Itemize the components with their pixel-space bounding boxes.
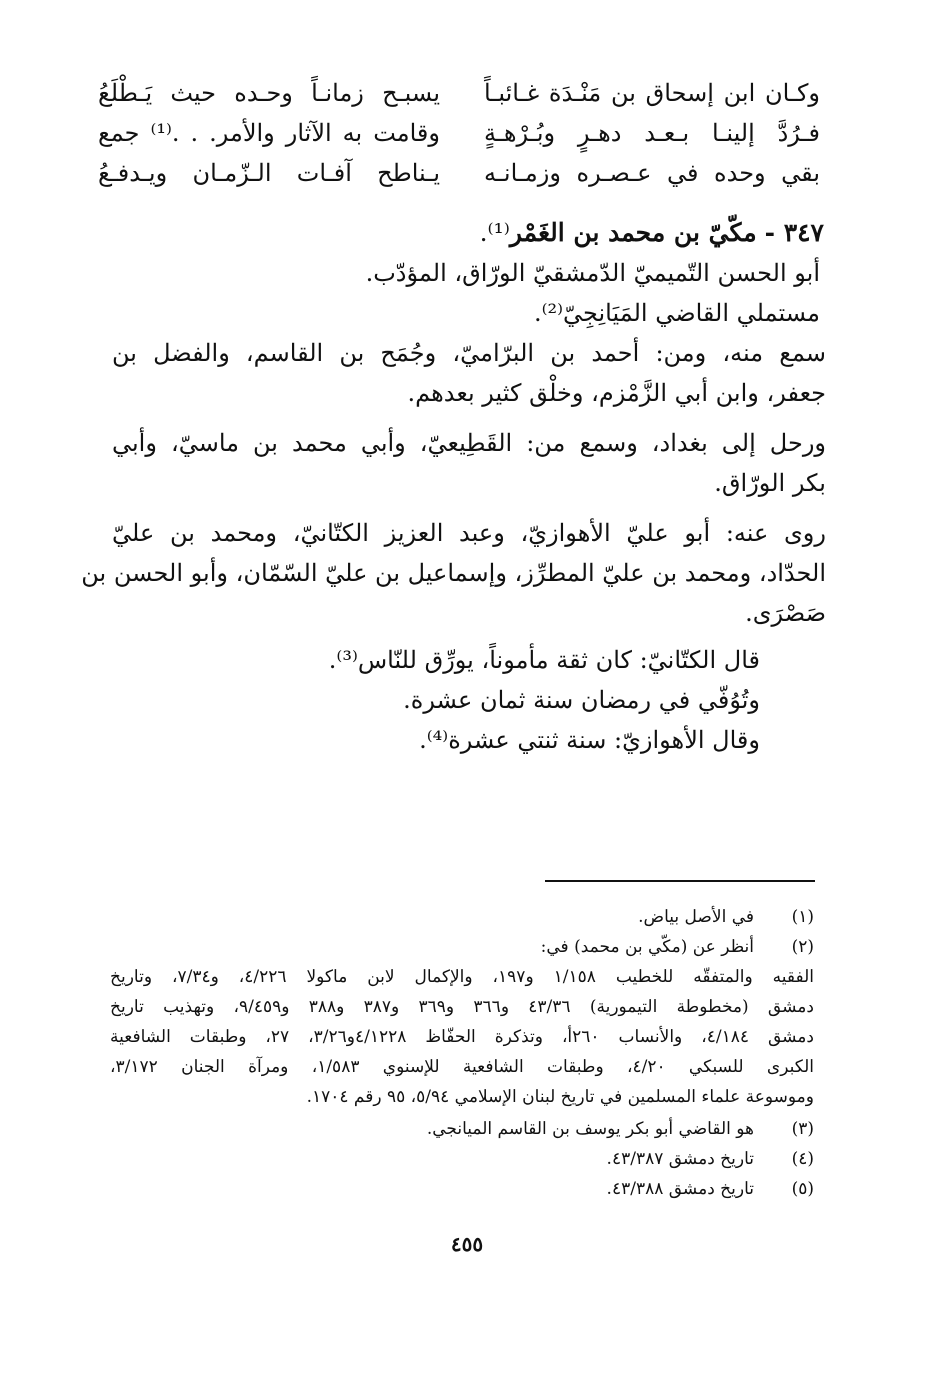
footnote-continuation: الكبرى للسبكي ٤/٢٠، وطبقات الشافعية للإسنوي ١/٥٨٣، ومرآة الجنان ٣/١٧٢، [110, 1057, 814, 1077]
footnote-text: في الأصل بياض. [638, 907, 754, 927]
body-line: قال الكتّانيّ: كان ثقة مأموناً، يورِّق للنّاس⁽³⁾. [328, 646, 760, 674]
poem-hemistich-left: وقامت به الآثار والأمر. . .⁽¹⁾ جمع [98, 119, 440, 147]
footnote-continuation: وموسوعة علماء المسلمين في تاريخ لبنان الإسلامي ٥/٩٤، ٩٥ رقم ١٧٠٤. [306, 1087, 814, 1107]
body-line: الحدّاد، ومحمد بن عليّ المطرِّز، وإسماعيل بن عليّ السّمّان، وأبو الحسن بن [81, 559, 826, 587]
poem-hemistich-right: بقي وحده في عـصـره وزمـانـه [484, 159, 820, 187]
biography-entry [81, 0, 827, 780]
footnote-text: أنظر عن (مكّي بن محمد) في: [540, 937, 754, 957]
poem-hemistich-left: يسبـح زمانـاً وحـده حيث يَـطْلَعُ [98, 79, 440, 107]
footnote-text: تاريخ دمشق ٤٣/٣٨٨. [606, 1179, 754, 1199]
body-line: جعفر، وابن أبي الزَّمْزم، وخلْق كثير بعدهم. [407, 379, 826, 407]
footnote-number: (٢) [791, 937, 814, 957]
body-line: سمع منه، ومن: أحمد بن البرّاميّ، وجُمَح بن القاسم، والفضل بن [112, 339, 827, 367]
poem-hemistich-right: وكـان ابن إسحاق بن مَنْـدَة غـائبـاً [484, 79, 820, 107]
body-line: ورحل إلى بغداد، وسمع من: القَطِيعيّ، وأبي محمد بن ماسيّ، وأبي [112, 429, 826, 457]
footnote-number: (٣) [791, 1119, 814, 1139]
footnotes [110, 904, 814, 1204]
body-line: بكر الورّاق. [714, 469, 826, 497]
body-line: صَصْرَى. [745, 599, 826, 627]
footnote-number: (٥) [791, 1179, 814, 1199]
footnote-continuation: دمشق ٤/١٨٤، والأنساب ٢٦٠أ، وتذكرة الحفّاظ ٤/١٢٢٨و٣/٢٦، ٢٧، وطبقات الشافعية [110, 1027, 814, 1047]
footnote-text: هو القاضي أبو بكر يوسف بن القاسم الميانجي. [426, 1119, 754, 1139]
body-line: مستملي القاضي المَيَانِجِيّ⁽²⁾. [533, 299, 820, 327]
footnote-number: (٤) [791, 1149, 814, 1169]
poem-hemistich-left: يـناطح آفـات الـزّمـان ويـدفـعُ [98, 159, 440, 187]
entry-number: ٣٤٧ - [764, 218, 824, 247]
entry-footnote-ref: ⁽¹⁾. [479, 218, 510, 247]
footnote-continuation: دمشق (مخطوطة التيمورية) ٤٣/٣٦ و٣٦٦ و٣٦٩ و٣٨٧ و٣٨٨ و٩/٤٥٩، وتهذيب تاريخ [110, 997, 814, 1017]
page-number: ٤٥٥ [450, 1232, 484, 1256]
footnote-text: تاريخ دمشق ٤٣/٣٨٧. [606, 1149, 754, 1169]
footnote [110, 1116, 814, 1143]
body-line: وتُوُفّي في رمضان سنة ثمان عشرة. [403, 686, 760, 714]
footnote [110, 1146, 814, 1173]
footnote [110, 934, 814, 961]
poem-hemistich-right: فـرُدَّ إلينـا بـعـد دهـرٍ وبُـرْهـةٍ [484, 119, 820, 147]
footnote [110, 904, 814, 931]
entry-heading [480, 213, 824, 253]
footnote-divider [545, 880, 815, 882]
footnote-number: (١) [791, 907, 814, 927]
body-line: أبو الحسن التّميميّ الدّمشقيّ الورّاق، المؤدّب. [365, 259, 820, 287]
entry-name: مكّيّ بن محمد بن الغَمْر [509, 218, 757, 247]
footnote-continuation: الفقيه والمتفقّه للخطيب ١/١٥٨ و١٩٧، والإكمال لابن ماكولا ٤/٢٢٦، و٧/٣٤، وتاريخ [110, 967, 814, 987]
footnote [110, 1176, 814, 1203]
body-line: روى عنه: أبو عليّ الأهوازيّ، وعبد العزيز الكتّانيّ، ومحمد بن عليّ [112, 519, 826, 547]
body-line: وقال الأهوازيّ: سنة ثنتي عشرة⁽⁴⁾. [419, 726, 760, 754]
